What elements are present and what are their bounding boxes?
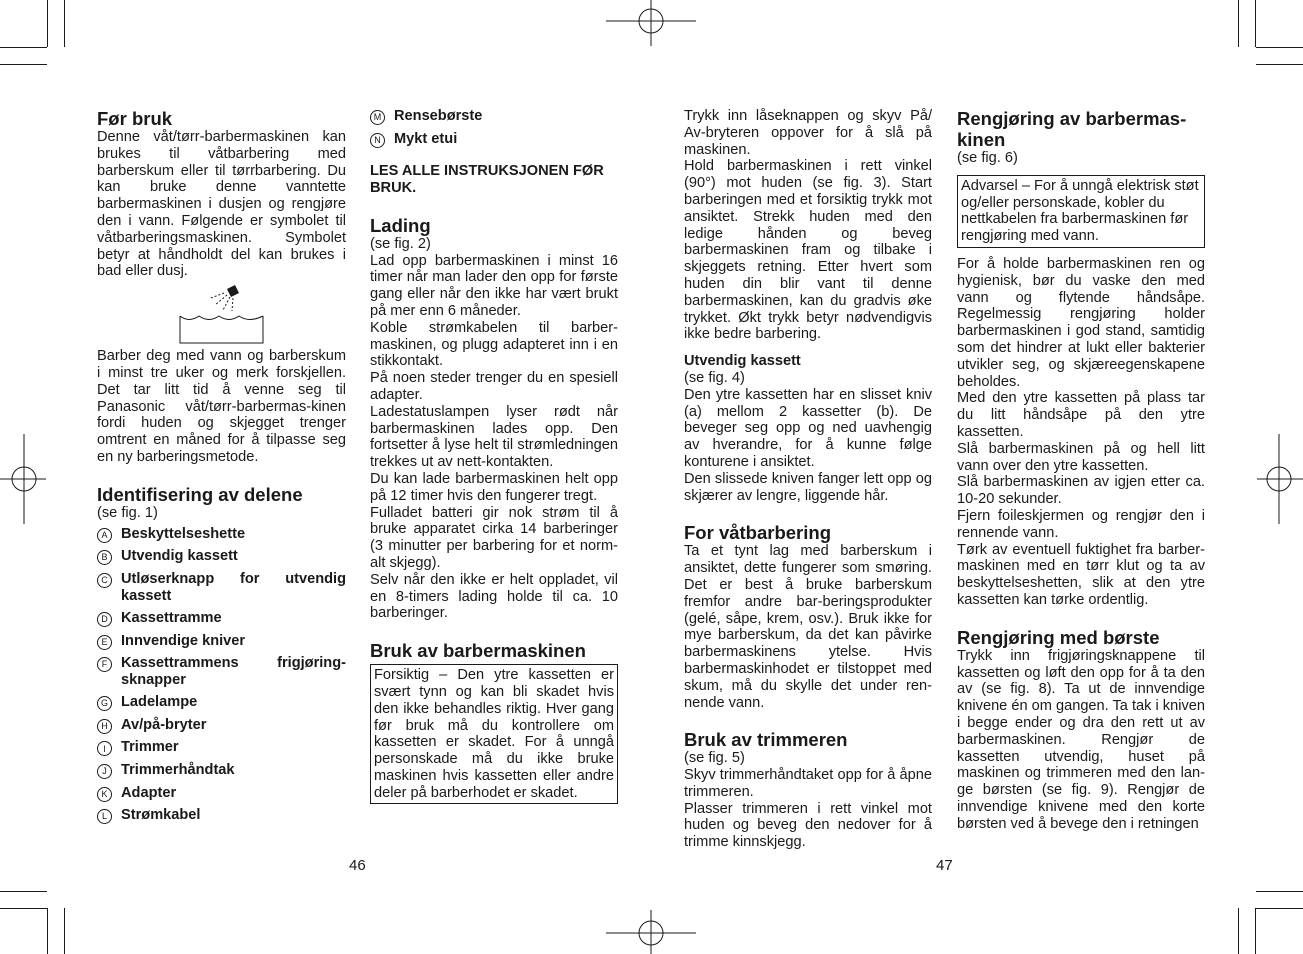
brush-cleaning-paragraph: Trykk inn frigjøringsknappene til kassetten og løft den opp for å ta den av (se fig. 8). Ta ut de innvendige knivene én om gangen. Ta tak i kniven i begge ender og dra den rett ut av barbermaskinen. Rengjør de kassetten utvendig, huset på maskinen og trimmeren med den lan-ge børsten (se fig. 9). Rengjør de innvendige knivene med den korte børsten ved å bevege den i retningen	[957, 647, 1205, 832]
page-number-right: 47	[936, 857, 953, 874]
charging-paragraph: Ladestatuslampen lyser rødt når barbermaskinen lades opp. Den fortsetter å lyse helt til strømledningen trekkes ut av nett-kontakten.	[370, 403, 618, 471]
letter-badge: D	[97, 612, 112, 627]
heading-charging: Lading	[370, 214, 431, 236]
list-item	[370, 108, 618, 125]
charging-paragraph: Koble strømkabelen til barber-maskinen, og plugg adapteret inn i en stikkontakt.	[370, 319, 618, 370]
crop-mark-bottom-left-h2	[0, 908, 47, 909]
list-item	[97, 807, 346, 824]
trimmer-paragraph: Plasser trimmeren i rett vinkel mot huden og beveg den nedover for å trimme kinnskjegg.	[684, 800, 932, 851]
letter-badge: L	[97, 809, 112, 824]
letter-badge: F	[97, 657, 112, 672]
charging-paragraph: Lad opp barbermaskinen i minst 16 timer når man lader den opp for første gang eller når den ikke har vært brukt på mer enn 6 måneder.	[370, 252, 618, 319]
crosshair-registration-icon	[606, 910, 696, 954]
warning-text: Advarsel – For å unngå elektrisk støt og/eller personskade, kobler du nettkabelen fra barbermaskinen før rengjøring med vann.	[961, 177, 1199, 245]
list-item	[370, 131, 618, 148]
wet-shaving-paragraph: Ta et tynt lag med barberskum i ansiktet, dette fungerer som smøring. Det er best å bruke barberskum fremfor andre bar-beringsprodukter (gelé, såpe, krem, osv.). Bruk ikke for mye barberskum, da det kan påvirke barbermaskinens ytelse. Hvis barbermaskinhodet er tilstoppet med skum, må du skylle det under ren-nende vann.	[684, 543, 932, 711]
part-name: Mykt etui	[394, 130, 458, 147]
outer-cassette-heading: Utvendig kassett	[684, 353, 801, 370]
parts-list-continued	[370, 108, 618, 148]
heading-using-shaver: Bruk av barbermaskinen	[370, 640, 586, 662]
list-item	[97, 571, 346, 605]
heading-identification: Identifisering av delene	[97, 483, 303, 505]
cleaning-paragraph: For å holde barbermaskinen ren og hygienisk, bør du vaske den med vann og flytende håndsåpe. Regelmessig rengjøring holder barbermaskinen i god stand, samtidig som det hindrer at lukt eller bakterier utvikler seg, og skjæreegenskapene beholdes.	[957, 255, 1205, 390]
list-item	[97, 694, 346, 711]
heading-wet-shaving: For våtbarbering	[684, 522, 831, 544]
column-2	[370, 108, 618, 804]
parts-figure-ref: (se fig. 1)	[97, 504, 158, 521]
column-1	[97, 108, 346, 830]
letter-badge: J	[97, 764, 112, 779]
part-name: Utvendig kassett	[121, 548, 238, 565]
letter-badge: A	[97, 528, 112, 543]
list-item	[97, 610, 346, 627]
trimmer-paragraph: Skyv trimmerhåndtaket opp for å åpne trimmeren.	[684, 767, 932, 800]
part-name: Trimmer	[121, 739, 179, 756]
charging-paragraph: Selv når den ikke er helt oppladet, vil en 8-timers lading holde til ca. 10 barberinger.	[370, 571, 618, 622]
crosshair-registration-icon	[1257, 434, 1303, 524]
caution-text: Forsiktig – Den ytre kassetten er svært tynn og kan bli skadet hvis den ikke behandles riktig. Hver gang før bruk må du kontrollere om kassetten er skadet. For å unngå personskade må du ikke bruke maskinen hvis kassetten eller andre deler på barberhodet er skadet.	[374, 667, 614, 801]
shower-bath-icon	[97, 280, 346, 348]
trimmer-figure-ref: (se fig. 5)	[684, 750, 745, 767]
part-name: Kassettramme	[121, 609, 222, 626]
crop-mark-top-right-h	[1256, 47, 1303, 48]
letter-badge: C	[97, 573, 112, 588]
part-name: Ladelampe	[121, 694, 198, 711]
crop-mark-bottom-left-h	[0, 891, 47, 892]
part-name: Rensebørste	[394, 108, 483, 124]
crosshair-registration-icon	[0, 434, 46, 524]
cleaning-figure-ref: (se fig. 6)	[957, 150, 1018, 166]
list-item	[97, 717, 346, 734]
charging-paragraph: På noen steder trenger du en spesiell adapter.	[370, 370, 618, 403]
column-4	[957, 108, 1205, 832]
outer-cassette-paragraph: Den ytre kassetten har en slisset kniv (a) mellom 2 kassetter (b). De beveger seg opp og ned uavhengig av hverandre, for å kunne følge konturene i ansiktet.	[684, 386, 932, 470]
outer-cassette-figure-ref: (se fig. 4)	[684, 369, 745, 386]
after-icon-paragraph: Barber deg med vann og barberskum i minst tre uker og merk forskjellen. Det tar litt tid å venne seg til Panasonic våt/tørr-barbermas-kinen fordi huden og skjegget trenger omtrent en måned for å tilpasse seg en ny barberingsmetode.	[97, 348, 346, 465]
letter-badge: K	[97, 787, 112, 802]
list-item	[97, 526, 346, 543]
part-name: Beskyttelseshette	[121, 525, 246, 542]
page-number-left: 46	[349, 857, 366, 874]
letter-badge: I	[97, 741, 112, 756]
letter-badge: M	[370, 110, 385, 125]
usage-paragraph: Trykk inn låseknappen og skyv På/ Av-bryteren oppover for å slå på maskinen.	[684, 108, 932, 158]
list-item	[97, 785, 346, 802]
crop-mark-bottom-right-v2	[1255, 908, 1256, 954]
crop-mark-top-right-v	[1238, 0, 1239, 47]
letter-badge: N	[370, 133, 385, 148]
part-name: Kassettrammens frigjøring-sknapper	[121, 655, 346, 688]
warning-box	[957, 175, 1205, 248]
read-all-instructions: LES ALLE INSTRUKSJONEN FØR BRUK.	[370, 163, 604, 196]
crop-mark-bottom-right-h2	[1256, 908, 1303, 909]
part-name: Av/på-bryter	[121, 716, 207, 733]
crop-mark-top-left-h2	[0, 64, 47, 65]
list-item	[97, 633, 346, 650]
charging-paragraph: Fulladet batteri gir nok strøm til å bruke apparatet cirka 14 barberinger (3 minutter per barbering for et norm-alt skjegg).	[370, 504, 618, 571]
list-item	[97, 548, 346, 565]
crop-mark-bottom-left-v	[47, 908, 48, 954]
list-item	[97, 655, 346, 689]
heading-cleaning: Rengjøring av barbermas-kinen	[957, 108, 1187, 150]
crosshair-registration-icon	[606, 0, 696, 46]
list-item	[97, 762, 346, 779]
intro-paragraph: Denne våt/tørr-barbermaskinen kan brukes til våtbarbering med barberskum eller til tørrbarbering. Du kan bruke denne vanntette barbermaskinen i dusjen og rengjøre den i vann. Følgende er symbolet til våtbarberingsmaskinen. Symbolet betyr at håndholdt del kan brukes i bad eller dusj.	[97, 129, 346, 280]
crop-mark-bottom-right-h	[1256, 891, 1303, 892]
cleaning-paragraph: Tørk av eventuell fuktighet fra barber-maskinen med en tørr klut og ta av beskyttelseshetten, slik at den ytre kassetten kan tørke ordentlig.	[957, 541, 1205, 608]
column-3	[684, 108, 932, 851]
cleaning-paragraph: Slå barbermaskinen av igjen etter ca. 10-20 sekunder.	[957, 474, 1205, 508]
usage-paragraph: Hold barbermaskinen i rett vinkel (90°) mot huden (se fig. 3). Start barberingen med et forsiktig trykk mot ansiktet. Strekk huden med den ledige hånden og beveg barbermaskinen fram og tilbake i skjeggets retning. Etter hvert som huden din blir vant til denne barbermaskinen, kan du gradvis øke trykket. Økt trykk betyr nødvendigvis ikke bedre barbering.	[684, 158, 932, 343]
part-name: Strømkabel	[121, 807, 201, 824]
letter-badge: G	[97, 696, 112, 711]
part-name: Trimmerhåndtak	[121, 762, 235, 779]
crop-mark-top-right-h2	[1256, 64, 1303, 65]
outer-cassette-paragraph: Den slissede kniven fanger lett opp og skjærer av lengre, liggende hår.	[684, 470, 932, 504]
parts-list	[97, 526, 346, 825]
crop-mark-top-left-v	[47, 0, 48, 47]
crop-mark-top-left-h	[0, 47, 47, 48]
cleaning-paragraph: Fjern foileskjermen og rengjør den i rennende vann.	[957, 507, 1205, 541]
crop-mark-bottom-right-v	[1238, 908, 1239, 954]
crop-mark-top-right-v2	[1255, 0, 1256, 47]
cleaning-paragraph: Slå barbermaskinen på og hell litt vann over den ytre kassetten.	[957, 440, 1205, 474]
cleaning-paragraph: Med den ytre kassetten på plass tar du litt håndsåpe på den ytre kassetten.	[957, 390, 1205, 440]
heading-brush-cleaning: Rengjøring med børste	[957, 626, 1160, 648]
part-name: Innvendige kniver	[121, 632, 246, 649]
charging-paragraph: Du kan lade barbermaskinen helt opp på 12 timer hvis den fungerer tregt.	[370, 470, 618, 504]
heading-trimmer: Bruk av trimmeren	[684, 729, 848, 751]
part-name: Utløserknapp for utvendig kassett	[121, 570, 346, 604]
letter-badge: H	[97, 719, 112, 734]
letter-badge: B	[97, 550, 112, 565]
heading-before-use: Før bruk	[97, 108, 173, 129]
letter-badge: E	[97, 635, 112, 650]
crop-mark-top-left-v2	[64, 0, 65, 47]
charging-figure-ref: (se fig. 2)	[370, 235, 431, 252]
caution-box	[370, 664, 618, 804]
part-name: Adapter	[121, 784, 177, 801]
crop-mark-bottom-left-v2	[64, 908, 65, 954]
list-item	[97, 739, 346, 756]
